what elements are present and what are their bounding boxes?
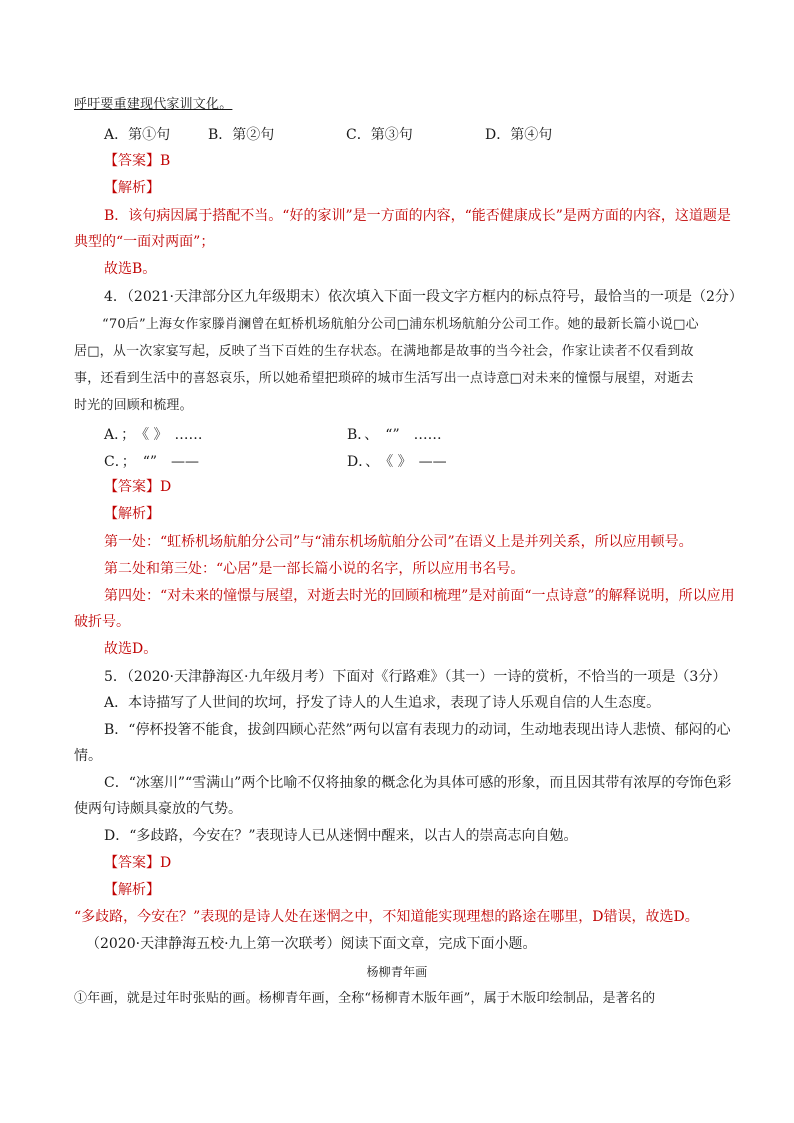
reading-title: 杨柳青年画 bbox=[366, 965, 428, 979]
q5-option-c-cont: 使两句诗颇具豪放的气势。 bbox=[74, 801, 242, 817]
q4-passage-line-2: 居□，从一次家宴写起，反映了当下百姓的生存状态。在满地都是故事的当今社会，作家让读者不仅看到故 bbox=[74, 344, 694, 359]
q5-analysis-line-1: “多歧路，今安在？”表现的是诗人处在迷惘之中，不知道能实现理想的路途在哪里，D错误，故选D。 bbox=[74, 909, 699, 925]
q3-option-d: D．第④句 bbox=[485, 127, 553, 143]
q5-option-a: A．本诗描写了人世间的坎坷，抒发了诗人的人生追求，表现了诗人乐观自信的人生态度。 bbox=[104, 695, 661, 711]
q5-analysis-label: 【解析】 bbox=[104, 882, 160, 898]
q4-passage-line-4: 时光的回顾和梳理。 bbox=[74, 398, 193, 413]
q3-option-a: A．第①句 bbox=[104, 127, 171, 143]
q5-option-c: C．“冰塞川”“雪满山”两个比喻不仅将抽象的概念化为具体可感的形象，而且因其带有浓厚的夸饰色彩 bbox=[104, 775, 732, 791]
top-line: 呼吁要重建现代家训文化。 bbox=[74, 97, 233, 112]
q4-stem: 4．（2021·天津部分区九年级期末）依次填入下面一段文字方框内的标点符号，最恰当的一项是（2分） bbox=[104, 289, 743, 305]
q3-analysis-label: 【解析】 bbox=[104, 180, 160, 196]
q3-analysis-line-1: B．该句病因属于搭配不当。“好的家训”是一方面的内容，“能否健康成长”是两方面的内容，这道题是 bbox=[104, 208, 731, 224]
q3-answer: 【答案】B bbox=[104, 153, 171, 169]
q3-option-c: C．第③句 bbox=[346, 127, 413, 143]
q3-analysis-line-2: 典型的“一面对两面”； bbox=[74, 234, 215, 250]
q4-passage-line-1: “70后”上海女作家滕肖澜曾在虹桥机场航舶分公司□浦东机场航舶分公司工作。她的最新长篇小说□心 bbox=[102, 317, 699, 332]
q4-option-b: B．、 “” …… bbox=[347, 427, 442, 443]
q4-answer: 【答案】D bbox=[104, 479, 172, 495]
q3-option-b: B．第②句 bbox=[208, 127, 275, 143]
q5-option-b-cont: 情。 bbox=[74, 748, 102, 764]
q5-stem: 5．（2020·天津静海区·九年级月考）下面对《行路难》（其一）一诗的赏析，不恰当的一项是（3分） bbox=[104, 669, 727, 685]
q4-passage-line-3: 事，还看到生活中的喜怒哀乐，所以她希望把琐碎的城市生活写出一点诗意□对未来的憧憬与展望，对逝去 bbox=[74, 371, 694, 386]
q4-analysis-line-3: 第四处：“对未来的憧憬与展望，对逝去时光的回顾和梳理”是对前面“一点诗意”的解释说明，所以应用 bbox=[104, 588, 735, 604]
q4-analysis-label: 【解析】 bbox=[104, 506, 160, 522]
q4-analysis-line-1: 第一处：“虹桥机场航舶分公司”与“浦东机场航舶分公司”在语义上是并列关系，所以应用顿号。 bbox=[104, 534, 693, 550]
q4-analysis-line-2: 第二处和第三处：“心居”是一部长篇小说的名字，所以应用书名号。 bbox=[104, 561, 525, 577]
reading-paragraph-1: ①年画，就是过年时张贴的画。杨柳青年画，全称“杨柳青木版年画”，属于木版印绘制品，是著名的 bbox=[74, 991, 656, 1006]
q5-option-b: B．“停杯投箸不能食，拔剑四顾心茫然”两句以富有表现力的动词，生动地表现出诗人悲愤、郁闷的心 bbox=[104, 722, 731, 738]
q5-option-d: D．“多歧路，今安在？”表现诗人已从迷惘中醒来，以古人的崇高志向自勉。 bbox=[104, 828, 578, 844]
reading-intro: （2020·天津静海五校·九上第一次联考）阅读下面文章，完成下面小题。 bbox=[86, 936, 537, 952]
q4-option-a: A．； 《 》 …… bbox=[104, 427, 203, 443]
q3-conclusion: 故选B。 bbox=[104, 261, 157, 277]
q4-conclusion: 故选D。 bbox=[104, 641, 158, 657]
q5-answer: 【答案】D bbox=[104, 855, 172, 871]
q4-option-c: C．； “” —— bbox=[104, 454, 200, 470]
q4-option-d: D．、 《 》 —— bbox=[347, 454, 447, 470]
q4-analysis-line-4: 破折号。 bbox=[74, 614, 130, 630]
